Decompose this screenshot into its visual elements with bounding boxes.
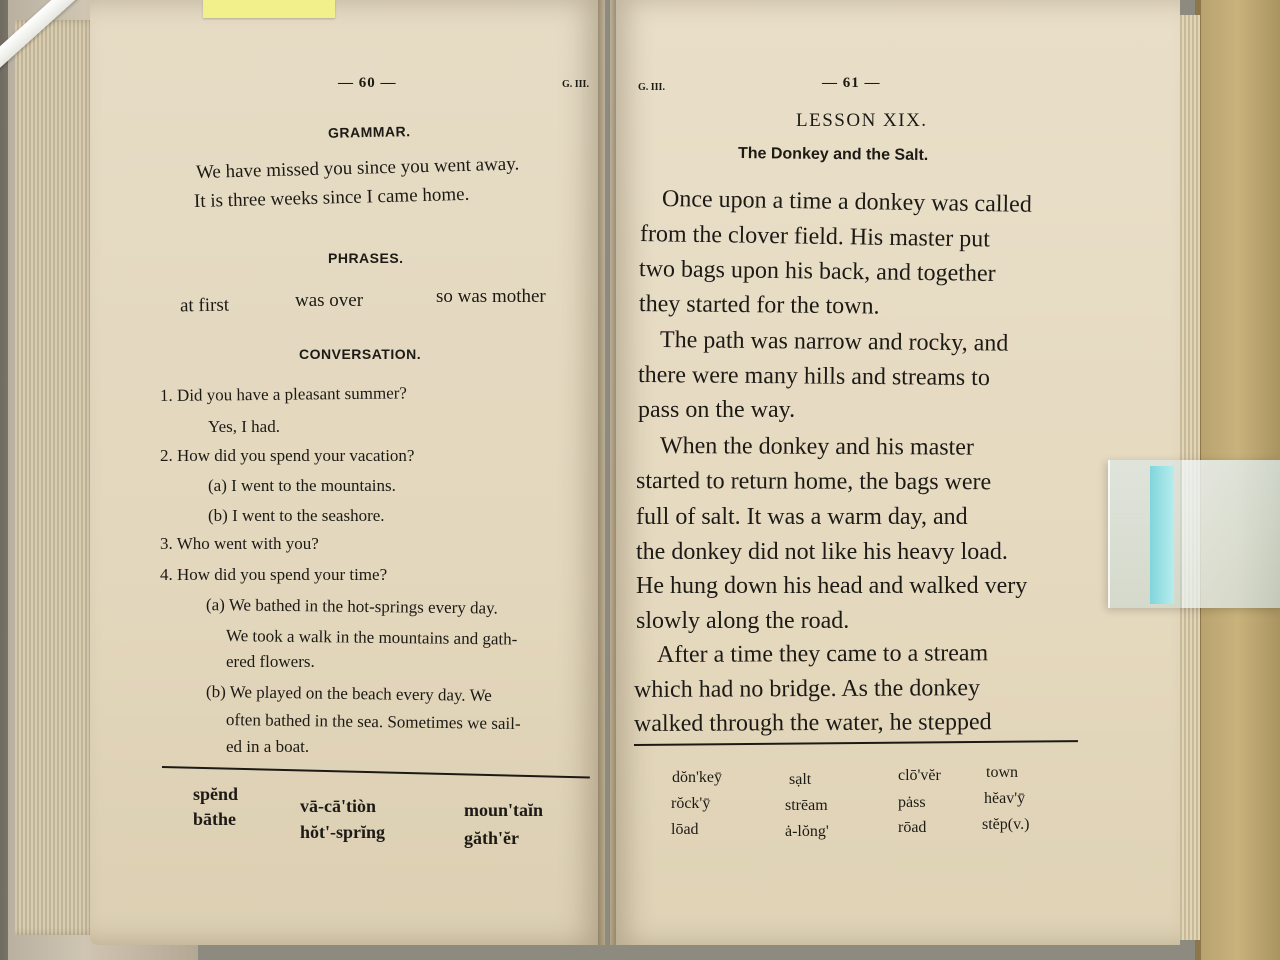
conversation-line: We took a walk in the mountains and gath- bbox=[225, 626, 518, 649]
page-number-left: — 60 — bbox=[338, 75, 397, 91]
corner-mark-right: G. III. bbox=[638, 82, 665, 93]
glass-edge-highlight bbox=[1150, 466, 1174, 604]
story-line: Once upon a time a donkey was called bbox=[661, 186, 1033, 218]
vocab-word: stĕp(v.) bbox=[982, 816, 1030, 833]
conversation-line: (b) We played on the beach every day. We bbox=[205, 682, 492, 705]
vocab-word: dŏn'keȳ bbox=[672, 769, 722, 786]
story-line: He hung down his head and walked very bbox=[636, 573, 1028, 599]
conversation-line: 3. Who went with you? bbox=[160, 534, 319, 553]
grammar-line: We have missed you since you went away. bbox=[195, 153, 520, 183]
story-line: The path was narrow and rocky, and bbox=[659, 327, 1009, 357]
vocab-word: moun'taĭn bbox=[464, 800, 544, 820]
story-title: The Donkey and the Salt. bbox=[737, 145, 929, 164]
phrase-item: was over bbox=[295, 290, 364, 311]
story-line: pass on the way. bbox=[638, 397, 796, 423]
grammar-heading: GRAMMAR. bbox=[327, 123, 411, 141]
sticky-note bbox=[203, 0, 335, 18]
page-edges-left bbox=[15, 20, 95, 935]
book-gutter bbox=[598, 0, 616, 945]
vocab-word: spĕnd bbox=[193, 784, 239, 804]
story-line: they started for the town. bbox=[638, 291, 880, 320]
vocab-word: sạlt bbox=[789, 771, 812, 788]
conversation-heading: CONVERSATION. bbox=[299, 346, 422, 362]
story-line: full of salt. It was a warm day, and bbox=[636, 504, 968, 530]
story-line: from the clover field. His master put bbox=[639, 221, 991, 253]
conversation-line: 4. How did you spend your time? bbox=[160, 565, 388, 584]
conversation-line: (b) I went to the seashore. bbox=[208, 506, 385, 525]
grammar-line: It is three weeks since I came home. bbox=[193, 183, 470, 212]
vocab-word: bāthe bbox=[193, 809, 237, 829]
vocab-word: găth'ĕr bbox=[464, 828, 519, 848]
vocab-word: strēam bbox=[785, 797, 828, 814]
vocab-word: lōad bbox=[671, 821, 699, 838]
corner-mark-left: G. III. bbox=[562, 79, 589, 90]
glass-reflection bbox=[1182, 460, 1280, 608]
conversation-line: often bathed in the sea. Sometimes we sail- bbox=[225, 710, 521, 734]
story-line: walked through the water, he stepped bbox=[633, 709, 992, 737]
vocab-word: rŏck'ȳ bbox=[671, 795, 711, 812]
conversation-line: ed in a boat. bbox=[226, 737, 310, 756]
lesson-heading: LESSON XIX. bbox=[796, 110, 928, 131]
story-line: After a time they came to a stream bbox=[656, 640, 989, 668]
glass-paperweight bbox=[1108, 460, 1280, 608]
phrase-item: at first bbox=[179, 294, 230, 317]
conversation-line: (a) We bathed in the hot-springs every day. bbox=[205, 595, 498, 618]
conversation-line: (a) I went to the mountains. bbox=[208, 476, 396, 495]
vocab-word: hŏt'-sprĭng bbox=[300, 822, 386, 842]
story-line: slowly along the road. bbox=[636, 608, 850, 634]
conversation-line: 2. How did you spend your vacation? bbox=[160, 446, 415, 465]
vocab-word: town bbox=[986, 764, 1018, 781]
phrase-item: so was mother bbox=[436, 286, 546, 307]
phrases-heading: PHRASES. bbox=[328, 250, 404, 266]
vocab-word: ȧ-lŏng' bbox=[785, 823, 829, 840]
conversation-line: Yes, I had. bbox=[208, 417, 280, 436]
vocab-word: pȧss bbox=[898, 794, 926, 811]
story-line: started to return home, the bags were bbox=[635, 468, 992, 496]
story-line: the donkey did not like his heavy load. bbox=[636, 539, 1008, 565]
vocab-word: rōad bbox=[898, 819, 927, 836]
conversation-line: ered flowers. bbox=[226, 652, 315, 671]
story-line: two bags upon his back, and together bbox=[638, 256, 996, 287]
page-number-right: — 61 — bbox=[822, 75, 881, 91]
story-line: When the donkey and his master bbox=[659, 433, 974, 461]
vocab-word: hĕav'ȳ bbox=[984, 790, 1026, 807]
vocab-word: vā-cā'tiòn bbox=[300, 796, 376, 816]
story-line: which had no bridge. As the donkey bbox=[633, 675, 981, 703]
conversation-line: 1. Did you have a pleasant summer? bbox=[159, 383, 407, 405]
story-line: there were many hills and streams to bbox=[637, 362, 990, 392]
vocab-word: clō'vĕr bbox=[898, 767, 941, 784]
